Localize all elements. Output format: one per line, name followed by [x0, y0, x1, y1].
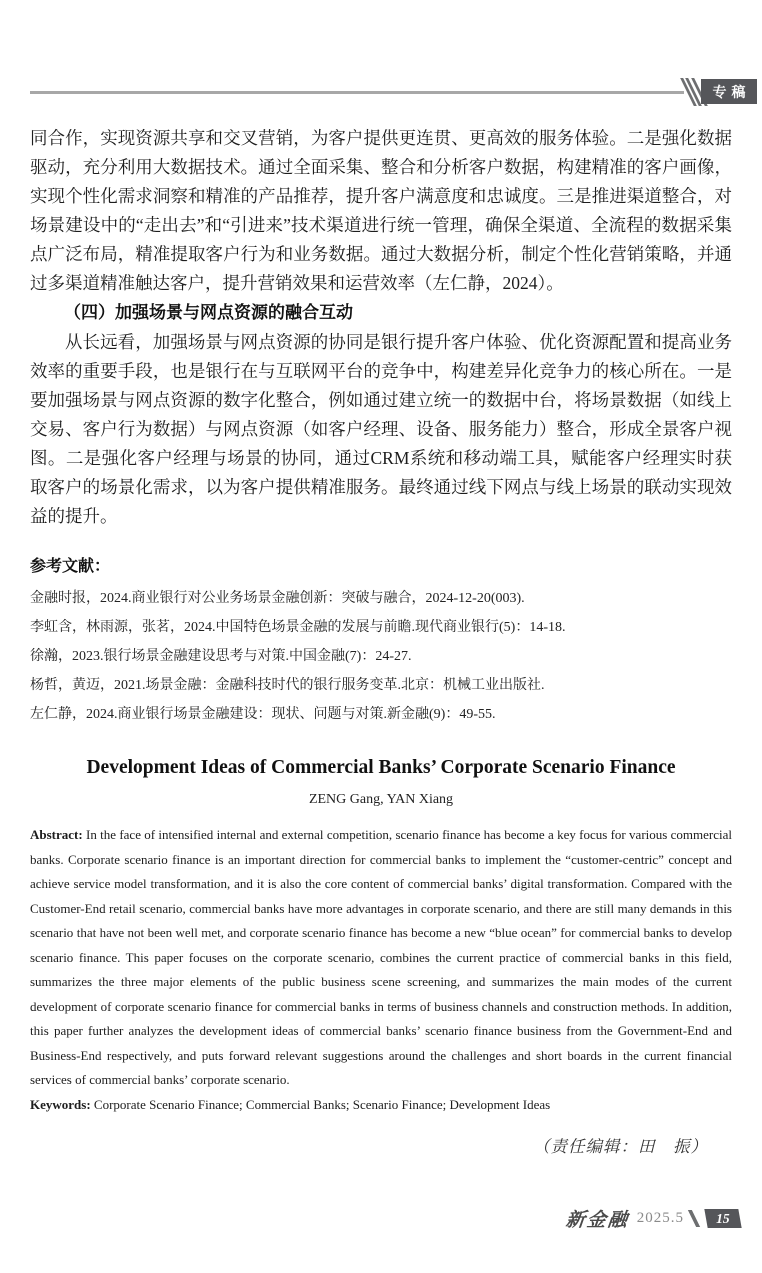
reference-item: 左仁静，2024.商业银行场景金融建设：现状、问题与对策.新金融(9)：49-55.	[30, 707, 496, 722]
keywords-label: Keywords:	[30, 1096, 91, 1112]
english-title: Development Ideas of Commercial Banks’ Corporate Scenario Finance	[86, 757, 676, 778]
english-abstract-section	[30, 753, 732, 1117]
responsible-editor-note: （责任编辑：田 振）	[533, 1137, 708, 1156]
page-footer	[566, 1207, 740, 1229]
page-header	[30, 79, 762, 107]
keywords-line	[30, 1093, 732, 1118]
references-section	[30, 553, 732, 729]
page-number: 15	[716, 1210, 730, 1225]
references-list	[30, 584, 732, 729]
issue-number: 2025.5	[636, 1209, 684, 1226]
header-rule	[30, 91, 684, 94]
header-slash-marks-icon	[687, 78, 701, 106]
keywords-text: Corporate Scenario Finance; Commercial Banks; Scenario Finance; Development Ideas	[90, 1096, 551, 1112]
abstract-paragraph	[30, 823, 732, 1093]
section-tag-badge: 专稿	[701, 79, 757, 104]
page-content	[30, 124, 732, 1157]
body-paragraph: 从长远看，加强场景与网点资源的协同是银行提升客户体验、优化资源配置和提高业务效率的重要手段，也是银行在与互联网平台的竞争中，构建差异化竞争力的核心所在。一是要加强场景与网点资源的数字化整合，例如通过建立统一的数据中台，将场景数据（如线上交易、客户行为数据）与网点资源（如客户经理、设备、服务能力）整合，形成全景客户视图。二是强化客户经理与场景的协同，通过CRM系统和移动端工具，赋能客户经理实时获取客户的场景化需求，以为客户提供精准服务。最终通过线下网点与线上场景的联动实现效益的提升。	[30, 332, 732, 526]
section-heading: （四）加强场景与网点资源的融合互动	[64, 303, 353, 322]
reference-item: 李虹含，林雨源，张茗，2024.中国特色场景金融的发展与前瞻.现代商业银行(5)：14-18.	[30, 620, 566, 635]
abstract-label: Abstract:	[30, 827, 83, 842]
abstract-text: In the face of intensified internal and external competition, scenario finance has become a key focus for various commercial banks. Corporate scenario finance is an important direction for commercial banks to implement the “customer-centric” concept and achieve service model transformation, and it is also the core content of commercial banks’ digital transformation. Compared with the Customer-End retail scenario, commercial banks have more advantages in corporate scenario, and there are still many demands in this scenario that have not been well met, and corporate scenario finance has become a new “blue ocean” for commercial banks to develop scenario finance. This paper focuses on the corporate scenario, combines the current practice of commercial banks in this field, summarizes the three major elements of the public business scene screening, and summarizes the main modes of the current development of corporate scenario finance for commercial banks in terms of business channels and construction methods. In addition, this paper further analyzes the development ideas of commercial banks’ scenario finance business from the Government-End and Business-End respectively, and puts forward relevant suggestions around the challenges and short boards in the current financial services of commercial banks’ corporate scenario.	[30, 827, 732, 1087]
body-paragraph-continuation: 同合作，实现资源共享和交叉营销，为客户提供更连贯、更高效的服务体验。二是强化数据驱动，充分利用大数据技术。通过全面采集、整合和分析客户数据，构建精准的客户画像，实现个性化需求洞察和精准的产品推荐，提升客户满意度和忠诚度。三是推进渠道整合，对场景建设中的“走出去”和“引进来”技术渠道进行统一管理，确保全渠道、全流程的数据采集点广泛布局，精准提取客户行为和业务数据。通过大数据分析，制定个性化营销策略，并通过多渠道精准触达客户，提升营销效果和运营效率（左仁静，2024）。	[30, 128, 732, 293]
page-number-badge	[704, 1209, 741, 1228]
english-authors: ZENG Gang, YAN Xiang	[308, 792, 454, 807]
reference-item: 金融时报，2024.商业银行对公业务场景金融创新：突破与融合，2024-12-20(003).	[30, 591, 525, 606]
journal-logo: 新金融	[564, 1209, 630, 1231]
reference-item: 杨哲，黄迈，2021.场景金融：金融科技时代的银行服务变革.北京：机械工业出版社.	[30, 678, 545, 693]
reference-item: 徐瀚，2023.银行场景金融建设思考与对策.中国金融(7)：24-27.	[30, 649, 412, 664]
slash-icon	[688, 1210, 700, 1227]
references-label: 参考文献：	[30, 558, 111, 575]
